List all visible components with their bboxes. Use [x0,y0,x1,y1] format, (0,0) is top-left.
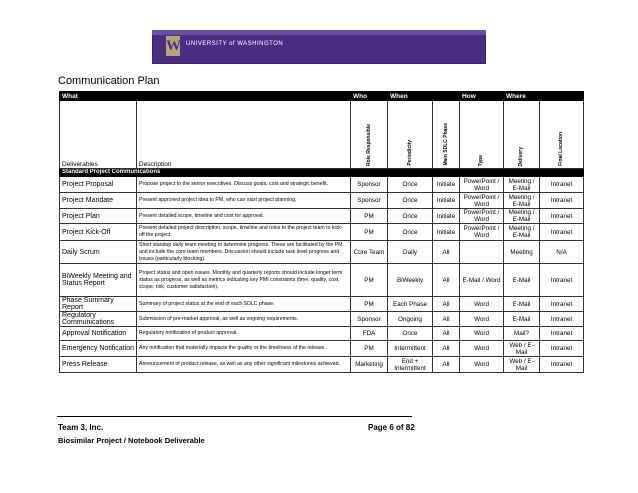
group-header-what: What [60,92,351,101]
col-header-phase: Main SDLC Phase [433,101,460,169]
delivery-cell: Meeting / E-Mail [504,177,540,193]
location-cell: Intranet [540,357,584,373]
deliverable-cell: Phase Summary Report [60,297,137,312]
deliverable-cell: Project Mandate [60,193,137,209]
description-cell: Present approved project idea to PM, who can start project planning. [137,193,351,209]
col-header-role: Role Responsible [351,101,388,169]
phase-cell: All [433,327,460,341]
type-cell: Word [460,312,504,327]
footer-divider [57,416,412,417]
section-header-row [60,169,584,177]
location-cell: Intranet [540,297,584,312]
delivery-cell: Mail? [504,327,540,341]
description-cell: Present detailed project description, scope, timeline and roles to the project team to kick-off the project. [137,224,351,241]
type-cell: PowerPoint / Word [460,177,504,193]
footer-project-name: Biosimilar Project / Notebook Deliverable [58,436,205,445]
description-cell: Project status and open issues. Monthly and quarterly reports should include longer term status as progress, as well as metrics indicating key PMI constraints (time, quality, cost, scope, risk, customer satisfaction). [137,264,351,297]
footer-page-number: Page 6 of 82 [368,423,415,432]
location-cell: Intranet [540,341,584,357]
delivery-cell: Meeting / E-Mail [504,209,540,224]
periodicity-cell: Once [388,327,433,341]
description-cell: Submission of pre-market approval, as well as ongoing requirements. [137,312,351,327]
deliverable-cell: Regulatory Communications [60,312,137,327]
phase-cell: Initiate [433,193,460,209]
col-header-deliverables: Deliverables [60,101,137,169]
description-cell: Announcement of product release, as well as any other significant milestones achieved. [137,357,351,373]
description-cell: Summary of project status at the end of each SDLC phase. [137,297,351,312]
description-cell: Present detailed scope, timeline and cost for approval. [137,209,351,224]
periodicity-cell: End + Intermittent [388,357,433,373]
deliverable-cell: BiWeekly Meeting and Status Report [60,264,137,297]
table-row [60,297,584,312]
description-cell: Any notification that materially impacts the quality or the timeliness of the release. [137,341,351,357]
type-cell: E-Mail / Word [460,264,504,297]
phase-cell: All [433,312,460,327]
col-header-type: Type [460,101,504,169]
role-cell: PM [351,224,388,241]
deliverable-cell: Daily Scrum [60,241,137,264]
periodicity-cell: BiWeekly [388,264,433,297]
banner-university-name: UNIVERSITY of WASHINGTON [186,41,284,47]
role-cell: Sponsor [351,193,388,209]
role-cell: Sponsor [351,312,388,327]
periodicity-cell: Once [388,209,433,224]
deliverable-cell: Project Kick-Off [60,224,137,241]
delivery-cell: E-Mail [504,297,540,312]
type-cell: PowerPoint / Word [460,193,504,209]
banner-accent-stripe [152,30,486,35]
periodicity-cell: Ongoing [388,312,433,327]
type-cell: PowerPoint / Word [460,224,504,241]
description-cell: Propose project to the senior executives. Discuss goals, cost and strategic benefit. [137,177,351,193]
table-row [60,327,584,341]
description-cell: Regulatory notification of product approval. [137,327,351,341]
type-cell: Word [460,341,504,357]
periodicity-cell: Daily [388,241,433,264]
deliverable-cell: Approval Notification [60,327,137,341]
delivery-cell: Web / E-Mail [504,357,540,373]
role-cell: PM [351,341,388,357]
group-header-who: Who [351,92,388,101]
phase-cell: Initiate [433,177,460,193]
document-title: Communication Plan [58,75,160,87]
deliverable-cell: Project Proposal [60,177,137,193]
role-cell: PM [351,297,388,312]
periodicity-cell: Once [388,177,433,193]
col-header-delivery: Delivery [504,101,540,169]
delivery-cell: Meeting / E-Mail [504,193,540,209]
col-header-periodicity: Periodicity [388,101,433,169]
location-cell: Intranet [540,327,584,341]
table-row [60,193,584,209]
table-row [60,241,584,264]
table-row [60,224,584,241]
type-cell: Word [460,357,504,373]
type-cell [460,241,504,264]
table-row [60,357,584,373]
delivery-cell: Meeting / E-Mail [504,224,540,241]
delivery-cell: E-Mail [504,264,540,297]
table-row [60,312,584,327]
role-cell: PM [351,264,388,297]
university-banner [152,30,486,64]
type-cell: Word [460,327,504,341]
table-row [60,341,584,357]
phase-cell: All [433,264,460,297]
phase-cell: All [433,357,460,373]
section-title: Standard Project Communications [60,169,584,177]
periodicity-cell: Each Phase [388,297,433,312]
role-cell: PM [351,209,388,224]
uw-logo-icon: W [166,38,181,54]
group-header-when: When [388,92,460,101]
role-cell: Marketing [351,357,388,373]
phase-cell: Initiate [433,224,460,241]
periodicity-cell: Once [388,224,433,241]
periodicity-cell: Intermittent [388,341,433,357]
phase-cell: All [433,241,460,264]
delivery-cell: E-Mail [504,312,540,327]
role-cell: FDA [351,327,388,341]
deliverable-cell: Press Release [60,357,137,373]
location-cell: Intranet [540,177,584,193]
type-cell: Word [460,297,504,312]
location-cell: Intranet [540,209,584,224]
delivery-cell: Web / E-Mail [504,341,540,357]
phase-cell: All [433,297,460,312]
phase-cell: Initiate [433,209,460,224]
table-row [60,209,584,224]
table-row [60,177,584,193]
column-header-row [60,101,584,169]
col-header-description: Description [137,101,351,169]
deliverable-cell: Project Plan [60,209,137,224]
location-cell: Intranet [540,312,584,327]
table-row [60,264,584,297]
location-cell: Intranet [540,193,584,209]
group-header-where: Where [504,92,584,101]
delivery-cell: Meeting [504,241,540,264]
group-header-row [60,92,584,101]
location-cell: N/A [540,241,584,264]
location-cell: Intranet [540,264,584,297]
role-cell: Core Team [351,241,388,264]
role-cell: Sponsor [351,177,388,193]
location-cell: Intranet [540,224,584,241]
type-cell: PowerPoint / Word [460,209,504,224]
periodicity-cell: Once [388,193,433,209]
col-header-final-location: Final Location [540,101,584,169]
footer-company: Team 3, Inc. [58,423,104,432]
deliverable-cell: Emergency Notification [60,341,137,357]
group-header-how: How [460,92,504,101]
phase-cell: All [433,341,460,357]
description-cell: Short standup daily team meeting to determine progress. These are facilitated by the PM and include the core team members. Discussion should include task level progress and issues (particularly blocking). [137,241,351,264]
communication-plan-table [59,91,584,373]
